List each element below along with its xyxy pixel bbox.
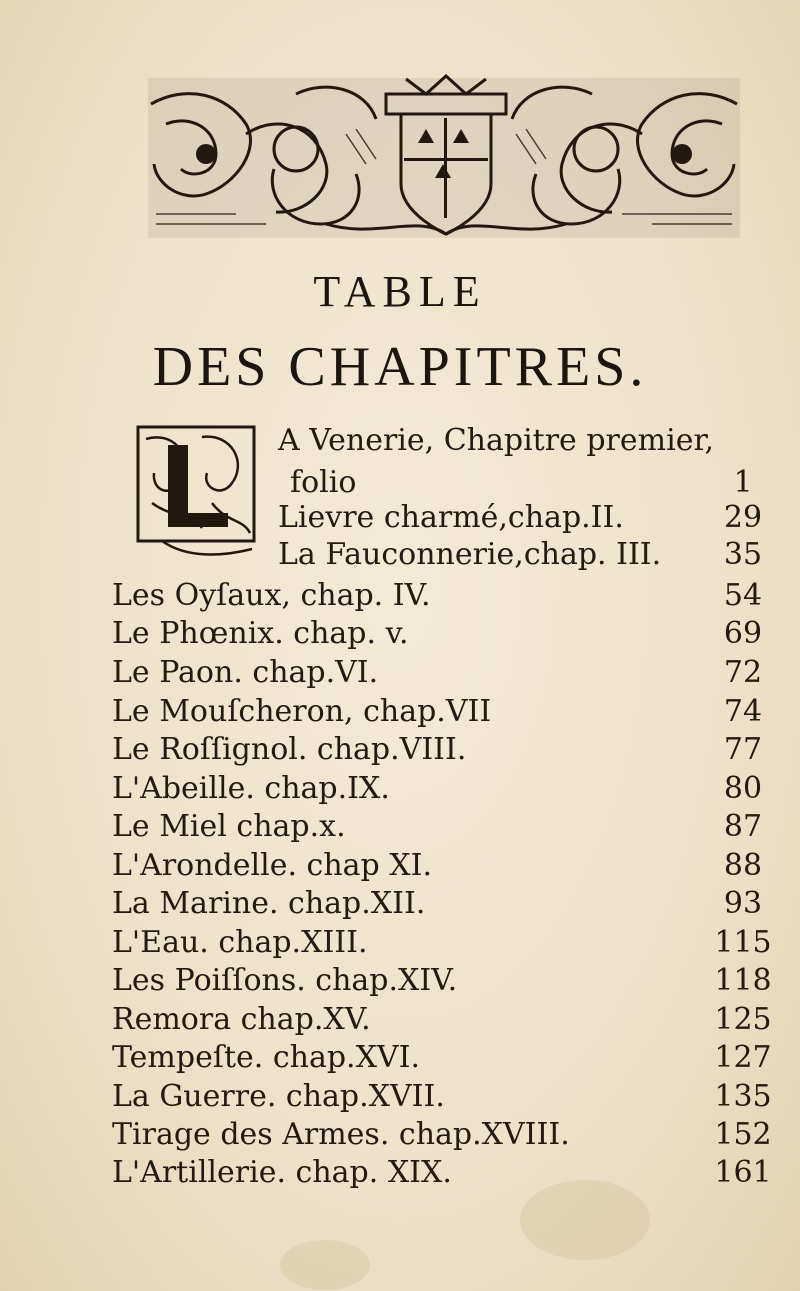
page-number: 77 — [723, 732, 763, 767]
decorated-initial-l — [132, 423, 260, 561]
list-item — [112, 614, 778, 654]
chapter-title: L'Arondelle. chap XI. — [112, 848, 433, 883]
list-item — [290, 463, 778, 503]
page-number: 80 — [723, 771, 763, 806]
page-number: 29 — [723, 500, 763, 535]
page-number: 161 — [714, 1155, 772, 1190]
list-item — [112, 1153, 778, 1193]
list-item — [112, 1038, 778, 1078]
page-number: 69 — [723, 616, 763, 651]
list-item — [278, 498, 778, 538]
chapter-title: La Marine. chap.XII. — [112, 886, 426, 921]
headpiece-ornament — [146, 74, 742, 242]
page-number: 135 — [714, 1079, 772, 1114]
list-item — [112, 884, 778, 924]
chapter-title: Lievre charmé,chap.II. — [278, 500, 624, 535]
list-item — [112, 730, 778, 770]
chapter-title: Le Mouſcheron, chap.VII — [112, 694, 492, 729]
list-item — [112, 923, 778, 963]
page-subtitle: DES CHAPITRES. — [152, 336, 648, 398]
list-item — [112, 807, 778, 847]
page-title: TABLE — [313, 267, 487, 316]
headpiece-ornament-image — [146, 74, 742, 242]
page-number: 118 — [714, 963, 772, 998]
page-number: 93 — [723, 886, 763, 921]
chapter-title: Le Phœnix. chap. v. — [112, 616, 409, 651]
list-item — [278, 421, 778, 461]
chapter-title: A Venerie, Chapitre premier, — [278, 423, 715, 458]
chapter-title: Le Miel chap.x. — [112, 809, 346, 844]
list-item — [112, 846, 778, 886]
chapter-title: Le Paon. chap.VI. — [112, 655, 379, 690]
page-number: 88 — [723, 848, 763, 883]
list-item — [112, 961, 778, 1001]
chapter-title: Tirage des Armes. chap.XVIII. — [112, 1117, 570, 1152]
page-number: 127 — [714, 1040, 772, 1075]
page-number: 72 — [723, 655, 763, 690]
chapter-title: L'Eau. chap.XIII. — [112, 925, 368, 960]
chapter-title: Remora chap.XV. — [112, 1002, 371, 1037]
chapter-title: Les Oyſaux, chap. IV. — [112, 578, 431, 613]
page-number: 152 — [714, 1117, 772, 1152]
chapter-title: La Guerre. chap.XVII. — [112, 1079, 445, 1114]
decorated-initial-image — [132, 423, 260, 561]
chapter-title: Les Poiſſons. chap.XIV. — [112, 963, 458, 998]
list-item — [112, 769, 778, 809]
page-number: 35 — [723, 537, 763, 572]
list-item — [112, 1000, 778, 1040]
page-number: 54 — [723, 578, 763, 613]
list-item — [112, 1115, 778, 1155]
chapter-title: La Fauconnerie,chap. III. — [278, 537, 662, 572]
page-number: 1 — [733, 465, 753, 500]
page-number: 87 — [723, 809, 763, 844]
page-number: 74 — [723, 694, 763, 729]
list-item — [112, 653, 778, 693]
chapter-title: Le Roſſignol. chap.VIII. — [112, 732, 467, 767]
list-item — [278, 535, 778, 575]
paper-stain — [280, 1240, 370, 1290]
list-item — [112, 692, 778, 732]
chapter-title: L'Artillerie. chap. XIX. — [112, 1155, 452, 1190]
chapter-title: folio — [290, 465, 357, 500]
list-item — [112, 1077, 778, 1117]
page-number: 125 — [714, 1002, 772, 1037]
chapter-title: Tempeſte. chap.XVI. — [112, 1040, 420, 1075]
chapter-title: L'Abeille. chap.IX. — [112, 771, 390, 806]
list-item — [112, 576, 778, 616]
page-number: 115 — [714, 925, 772, 960]
